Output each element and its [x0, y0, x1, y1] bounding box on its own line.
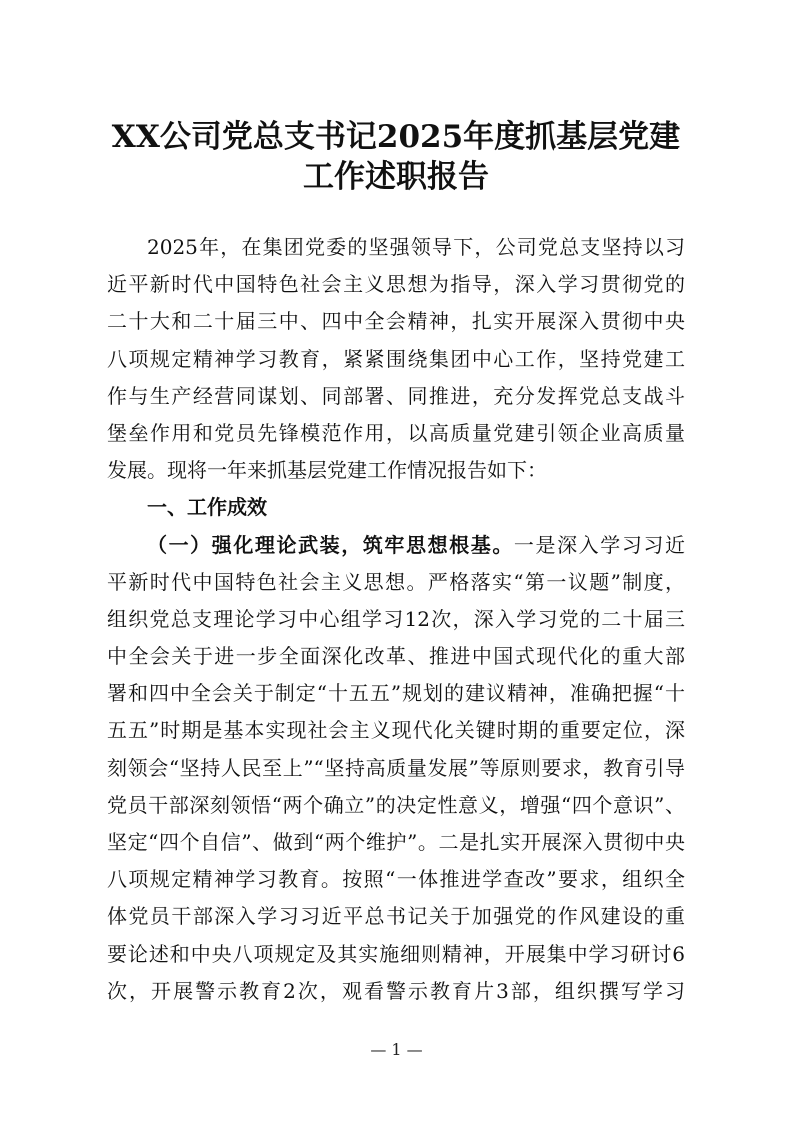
- page-number: — 1 —: [370, 1040, 423, 1059]
- paragraph-2-line: 次，开展警示教育2次，观看警示教育片3部，组织撰写学习: [107, 978, 685, 1003]
- paragraph-2-line: 平新时代中国特色社会主义思想。严格落实“第一议题”制度，: [107, 569, 685, 594]
- paragraph-1-line: 八项规定精神学习教育，紧紧围绕集团中心工作，坚持党建工: [107, 346, 685, 371]
- paragraph-2-line: 五五”时期是基本实现社会主义现代化关键时期的重要定位，深: [107, 718, 685, 743]
- paragraph-1-line: 发展。现将一年来抓基层党建工作情况报告如下：: [107, 458, 547, 483]
- subsection-1-first-line: [107, 527, 685, 564]
- subsection-1-title: （一）强化理论武装，筑牢思想根基。: [147, 532, 514, 557]
- paragraph-1-line: 2025年，在集团党委的坚强领导下，公司党总支坚持以习: [147, 235, 685, 259]
- document-body: [107, 229, 685, 1010]
- paragraph-2-line: 八项规定精神学习教育。按照“一体推进学查改”要求，组织全: [107, 867, 685, 892]
- paragraph-2-line: 党员干部深刻领悟“两个确立”的决定性意义，增强“四个意识”、: [107, 792, 685, 817]
- document-title-line-2: 工作述职报告: [303, 159, 489, 195]
- paragraph-2-line: 坚定“四个自信”、做到“两个维护”。二是扎实开展深入贯彻中央: [107, 830, 685, 854]
- paragraph-2-line: 中全会关于进一步全面深化改革、推进中国式现代化的重大部: [107, 644, 685, 669]
- paragraph-2-line: 署和四中全会关于制定“十五五”规划的建议精神，准确把握“十: [107, 681, 685, 706]
- subsection-1-first-text: 一是深入学习习近: [513, 532, 686, 557]
- paragraph-1-line: 作与生产经营同谋划、同部署、同推进，充分发挥党总支战斗: [107, 383, 685, 408]
- paragraph-1-line: 二十大和二十届三中、四中全会精神，扎实开展深入贯彻中央: [107, 309, 685, 334]
- paragraph-1-line: 堡垒作用和党员先锋模范作用，以高质量党建引领企业高质量: [107, 420, 685, 445]
- paragraph-2-line: 刻领会“坚持人民至上”“坚持高质量发展”等原则要求，教育引导: [107, 755, 685, 780]
- paragraph-2-line: 体党员干部深入学习习近平总书记关于加强党的作风建设的重: [107, 904, 685, 929]
- section-1-heading: 一、工作成效: [147, 495, 267, 520]
- paragraph-2-line: 组织党总支理论学习中心组学习12次，深入学习党的二十届三: [107, 606, 685, 631]
- document-title-line-1: XX公司党总支书记2025年度抓基层党建: [111, 119, 681, 155]
- paragraph-1-line: 近平新时代中国特色社会主义思想为指导，深入学习贯彻党的: [107, 272, 685, 297]
- paragraph-2-line: 要论述和中央八项规定及其实施细则精神，开展集中学习研讨6: [107, 941, 685, 966]
